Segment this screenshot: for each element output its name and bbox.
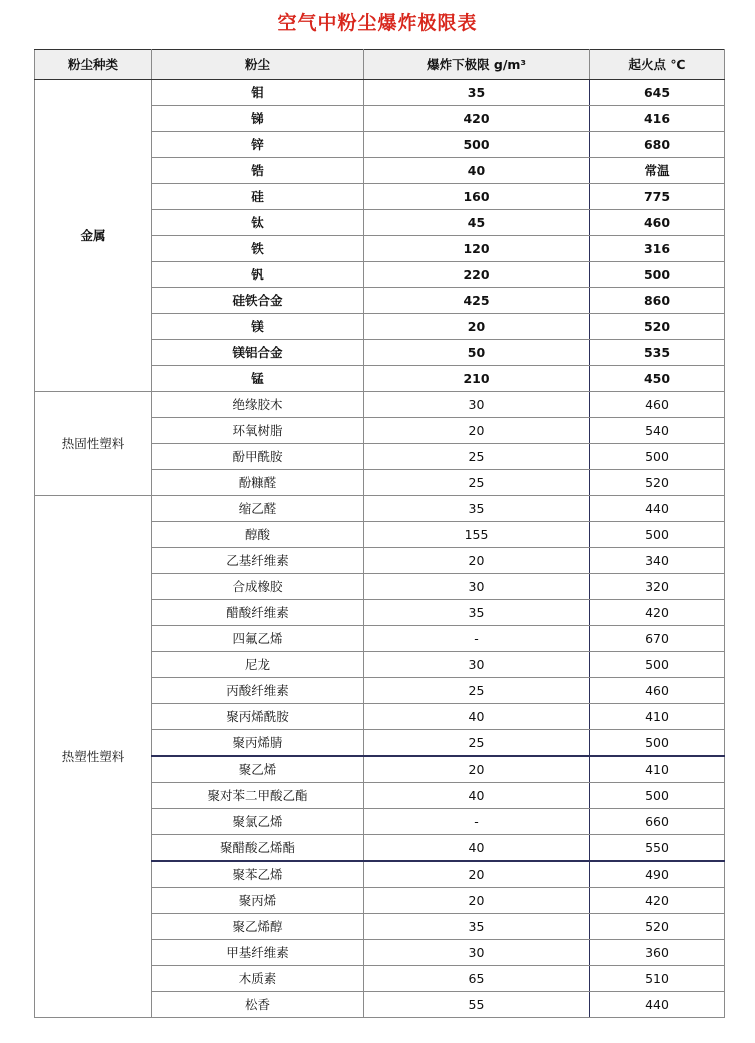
dust-cell: 聚醋酸乙烯酯 (152, 835, 364, 862)
limit-cell: 20 (364, 861, 590, 888)
limit-cell: - (364, 626, 590, 652)
limit-cell: 40 (364, 704, 590, 730)
limit-cell: 45 (364, 210, 590, 236)
table-header-row (35, 50, 725, 80)
limit-cell: 425 (364, 288, 590, 314)
limit-cell: 155 (364, 522, 590, 548)
dust-cell: 聚乙烯醇 (152, 914, 364, 940)
dust-cell: 钛 (152, 210, 364, 236)
ignition-cell: 775 (590, 184, 725, 210)
limit-cell: 20 (364, 888, 590, 914)
limit-cell: 30 (364, 392, 590, 418)
limit-cell: 420 (364, 106, 590, 132)
ignition-cell: 410 (590, 704, 725, 730)
ignition-cell: 440 (590, 992, 725, 1018)
table-row (35, 496, 725, 522)
category-cell: 金属 (35, 80, 152, 392)
limit-cell: 35 (364, 80, 590, 106)
ignition-cell: 520 (590, 314, 725, 340)
ignition-cell: 500 (590, 783, 725, 809)
limit-cell: 20 (364, 418, 590, 444)
ignition-cell: 360 (590, 940, 725, 966)
limit-cell: 30 (364, 940, 590, 966)
limit-cell: 35 (364, 496, 590, 522)
ignition-cell: 460 (590, 210, 725, 236)
dust-cell: 松香 (152, 992, 364, 1018)
limit-cell: 120 (364, 236, 590, 262)
dust-cell: 聚丙烯酰胺 (152, 704, 364, 730)
dust-cell: 缩乙醛 (152, 496, 364, 522)
ignition-cell: 860 (590, 288, 725, 314)
limit-cell: 50 (364, 340, 590, 366)
header-category: 粉尘种类 (35, 50, 152, 80)
ignition-cell: 320 (590, 574, 725, 600)
dust-cell: 聚丙烯腈 (152, 730, 364, 757)
ignition-cell: 500 (590, 652, 725, 678)
dust-cell: 丙酸纤维素 (152, 678, 364, 704)
header-dust: 粉尘 (152, 50, 364, 80)
dust-cell: 乙基纤维素 (152, 548, 364, 574)
category-cell: 热固性塑料 (35, 392, 152, 496)
dust-cell: 聚苯乙烯 (152, 861, 364, 888)
dust-cell: 合成橡胶 (152, 574, 364, 600)
ignition-cell: 645 (590, 80, 725, 106)
dust-cell: 醋酸纤维素 (152, 600, 364, 626)
dust-cell: 聚氯乙烯 (152, 809, 364, 835)
limit-cell: 25 (364, 730, 590, 757)
ignition-cell: 410 (590, 756, 725, 783)
dust-explosion-table (34, 49, 725, 1018)
limit-cell: 25 (364, 444, 590, 470)
table-row (35, 392, 725, 418)
limit-cell: 40 (364, 783, 590, 809)
limit-cell: 40 (364, 158, 590, 184)
ignition-cell: 420 (590, 888, 725, 914)
ignition-cell: 540 (590, 418, 725, 444)
limit-cell: 500 (364, 132, 590, 158)
ignition-cell: 660 (590, 809, 725, 835)
ignition-cell: 510 (590, 966, 725, 992)
limit-cell: 30 (364, 574, 590, 600)
dust-cell: 四氟乙烯 (152, 626, 364, 652)
ignition-cell: 535 (590, 340, 725, 366)
dust-cell: 锆 (152, 158, 364, 184)
dust-cell: 锰 (152, 366, 364, 392)
ignition-cell: 520 (590, 914, 725, 940)
dust-cell: 酚糠醛 (152, 470, 364, 496)
dust-cell: 酚甲酰胺 (152, 444, 364, 470)
dust-cell: 绝缘胶木 (152, 392, 364, 418)
limit-cell: 20 (364, 756, 590, 783)
ignition-cell: 340 (590, 548, 725, 574)
ignition-cell: 316 (590, 236, 725, 262)
dust-cell: 醇酸 (152, 522, 364, 548)
limit-cell: 65 (364, 966, 590, 992)
dust-cell: 镁铝合金 (152, 340, 364, 366)
dust-cell: 聚对苯二甲酸乙酯 (152, 783, 364, 809)
dust-cell: 木质素 (152, 966, 364, 992)
ignition-cell: 500 (590, 730, 725, 757)
ignition-cell: 520 (590, 470, 725, 496)
dust-cell: 锑 (152, 106, 364, 132)
ignition-cell: 500 (590, 444, 725, 470)
header-ignition: 起火点 ℃ (590, 50, 725, 80)
dust-cell: 环氧树脂 (152, 418, 364, 444)
ignition-cell: 440 (590, 496, 725, 522)
dust-cell: 钼 (152, 80, 364, 106)
ignition-cell: 500 (590, 522, 725, 548)
ignition-cell: 460 (590, 392, 725, 418)
table-row (35, 80, 725, 106)
limit-cell: 30 (364, 652, 590, 678)
ignition-cell: 670 (590, 626, 725, 652)
dust-cell: 镁 (152, 314, 364, 340)
limit-cell: 35 (364, 914, 590, 940)
dust-cell: 硅铁合金 (152, 288, 364, 314)
ignition-cell: 420 (590, 600, 725, 626)
ignition-cell: 550 (590, 835, 725, 862)
dust-cell: 聚丙烯 (152, 888, 364, 914)
dust-cell: 钒 (152, 262, 364, 288)
limit-cell: 220 (364, 262, 590, 288)
table-body (35, 80, 725, 1018)
ignition-cell: 680 (590, 132, 725, 158)
dust-cell: 甲基纤维素 (152, 940, 364, 966)
limit-cell: 210 (364, 366, 590, 392)
limit-cell: 20 (364, 548, 590, 574)
header-limit: 爆炸下极限 g/m³ (364, 50, 590, 80)
dust-cell: 锌 (152, 132, 364, 158)
ignition-cell: 460 (590, 678, 725, 704)
limit-cell: 40 (364, 835, 590, 862)
limit-cell: 25 (364, 470, 590, 496)
dust-cell: 聚乙烯 (152, 756, 364, 783)
ignition-cell: 500 (590, 262, 725, 288)
dust-cell: 硅 (152, 184, 364, 210)
ignition-cell: 490 (590, 861, 725, 888)
category-cell: 热塑性塑料 (35, 496, 152, 1018)
limit-cell: - (364, 809, 590, 835)
limit-cell: 20 (364, 314, 590, 340)
dust-cell: 铁 (152, 236, 364, 262)
limit-cell: 35 (364, 600, 590, 626)
ignition-cell: 450 (590, 366, 725, 392)
ignition-cell: 416 (590, 106, 725, 132)
limit-cell: 160 (364, 184, 590, 210)
dust-cell: 尼龙 (152, 652, 364, 678)
ignition-cell: 常温 (590, 158, 725, 184)
limit-cell: 25 (364, 678, 590, 704)
limit-cell: 55 (364, 992, 590, 1018)
page-title: 空气中粉尘爆炸极限表 (277, 12, 478, 34)
